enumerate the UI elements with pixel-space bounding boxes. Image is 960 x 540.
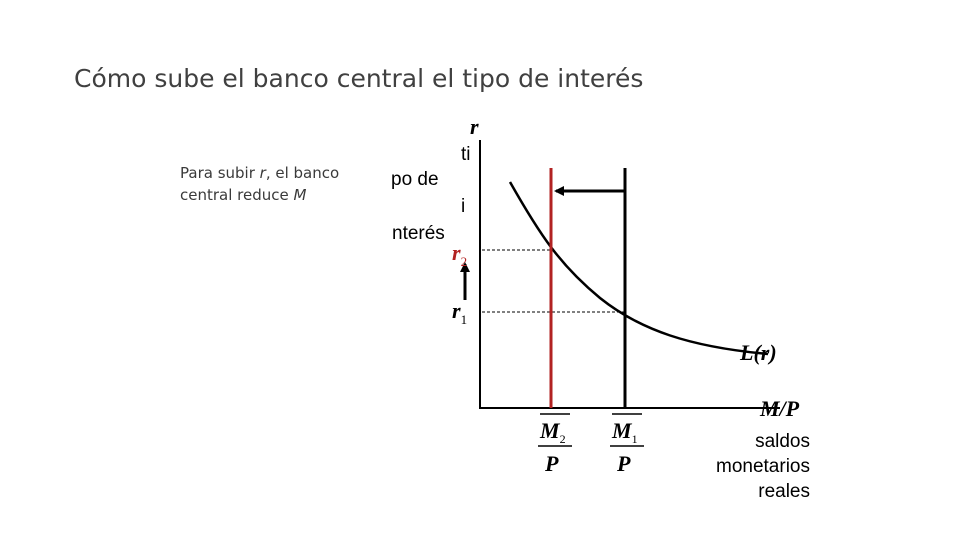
- note-prefix: Para subir: [180, 164, 260, 182]
- y-label-fragment-2: po de: [391, 169, 439, 190]
- y-label-fragment-1: ti: [461, 144, 471, 165]
- y-label-fragment-3: i: [461, 196, 466, 217]
- note-middle: , el banco central reduce: [180, 164, 340, 204]
- x-axis-symbol: M/P: [760, 396, 800, 421]
- m2-denominator: P: [545, 451, 559, 476]
- r2-label: $r_2$: [452, 240, 468, 269]
- r1-label: $r_1$: [452, 298, 468, 327]
- m1-denominator: P: [617, 451, 631, 476]
- x-label-line-2: monetarios: [716, 456, 810, 477]
- x-label-line-1: saldos: [755, 431, 810, 452]
- curve-label: L(r): [740, 340, 777, 365]
- slide-title: Cómo sube el banco central el tipo de interés: [74, 64, 644, 93]
- y-axis-symbol: r: [470, 114, 479, 139]
- y-label-fragment-4: nterés: [392, 223, 445, 244]
- m1-numerator: $M_1$: [612, 418, 638, 446]
- note-var-r: r: [259, 164, 266, 182]
- note-var-m: M: [293, 186, 307, 204]
- liquidity-demand-curve: [510, 182, 768, 354]
- m2-numerator: $M_2$: [540, 418, 566, 446]
- x-label-line-3: reales: [758, 481, 810, 502]
